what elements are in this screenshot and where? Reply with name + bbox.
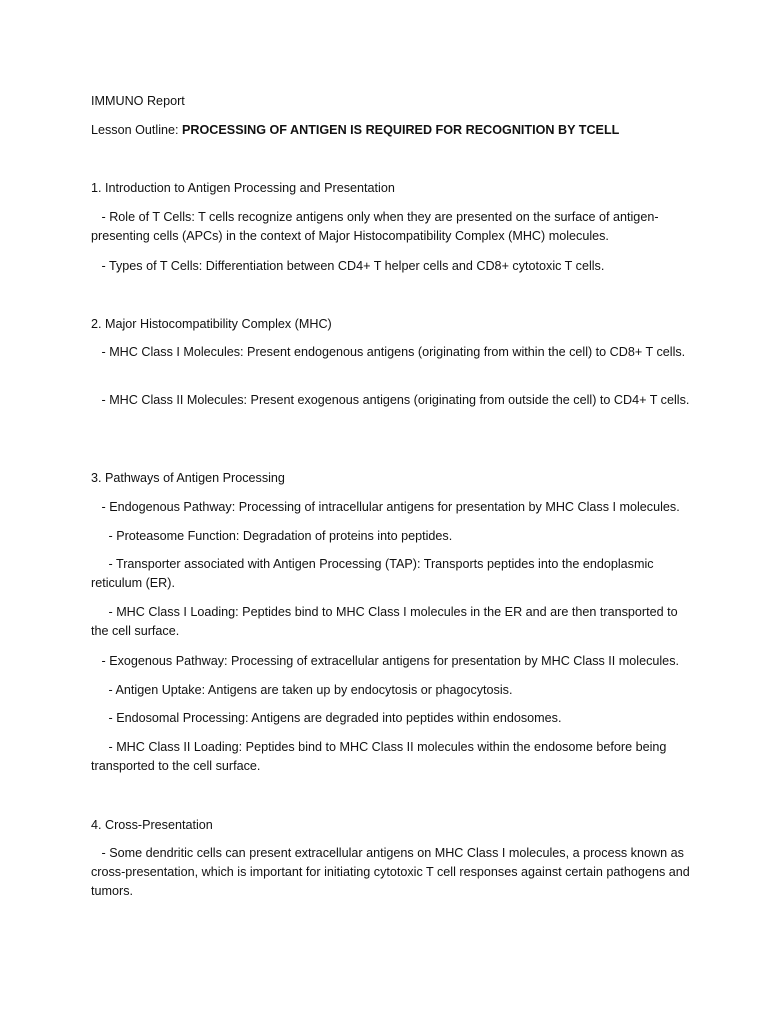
section-heading: 4. Cross-Presentation — [91, 818, 213, 832]
section-subitem: - Endosomal Processing: Antigens are degraded into peptides within endosomes. — [91, 711, 562, 725]
lesson-outline-title: PROCESSING OF ANTIGEN IS REQUIRED FOR RECOGNITION BY TCELL — [182, 123, 620, 137]
section-item: - Endogenous Pathway: Processing of intracellular antigens for presentation by MHC Class I molecules. — [91, 500, 680, 514]
section-item: - Role of T Cells: T cells recognize antigens only when they are presented on the surface of antigen-presenting cells (APCs) in the context of Major Histocompatibility Complex (MHC) molecules. — [91, 210, 659, 243]
section-subitem: - Antigen Uptake: Antigens are taken up by endocytosis or phagocytosis. — [91, 683, 513, 697]
section-item: - MHC Class I Molecules: Present endogenous antigens (originating from within the cell) to CD8+ T cells. — [91, 345, 686, 359]
section-item: - Exogenous Pathway: Processing of extracellular antigens for presentation by MHC Class II molecules. — [91, 654, 679, 668]
section-heading: 1. Introduction to Antigen Processing and Presentation — [91, 181, 395, 195]
section-item: - Types of T Cells: Differentiation between CD4+ T helper cells and CD8+ cytotoxic T cells. — [91, 259, 605, 273]
lesson-outline — [91, 121, 691, 140]
section-item: - Some dendritic cells can present extracellular antigens on MHC Class I molecules, a process known as cross-presentation, which is important for initiating cytotoxic T cell responses against certain pathogens and tumors. — [91, 846, 694, 898]
section-heading: 2. Major Histocompatibility Complex (MHC) — [91, 317, 332, 331]
report-header: IMMUNO Report — [91, 94, 185, 108]
section-subitem: - MHC Class II Loading: Peptides bind to MHC Class II molecules within the endosome before being transported to the cell surface. — [91, 740, 670, 773]
section-subitem: - Transporter associated with Antigen Processing (TAP): Transports peptides into the endoplasmic reticulum (ER). — [91, 557, 658, 590]
lesson-outline-label: Lesson Outline: — [91, 123, 183, 137]
section-subitem: - Proteasome Function: Degradation of proteins into peptides. — [91, 529, 453, 543]
section-item: - MHC Class II Molecules: Present exogenous antigens (originating from outside the cell) to CD4+ T cells. — [91, 393, 690, 407]
section-subitem: - MHC Class I Loading: Peptides bind to MHC Class I molecules in the ER and are then transported to the cell surface. — [91, 605, 682, 638]
section-heading: 3. Pathways of Antigen Processing — [91, 471, 285, 485]
